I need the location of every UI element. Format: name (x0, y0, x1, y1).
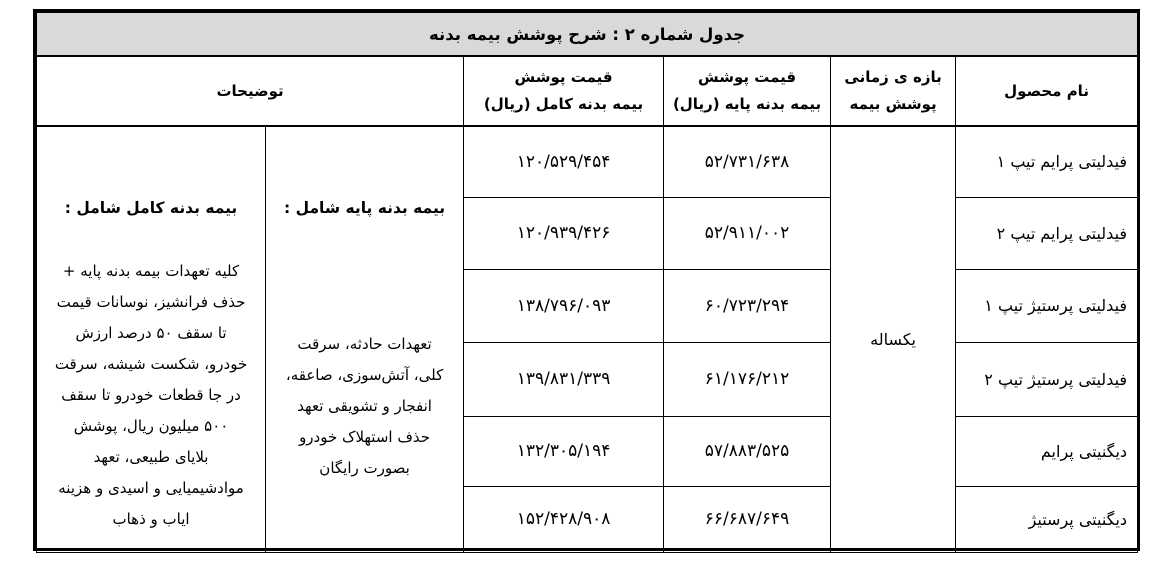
basic-coverage-line: حذف استهلاک خودرو (299, 428, 431, 446)
full-coverage-heading: بیمه بدنه کامل شامل : (64, 199, 238, 217)
row-full-price: ۱۲۰/۵۲۹/۴۵۴ (464, 126, 664, 197)
basic-coverage-body (274, 329, 455, 484)
header-period-line1: بازه ی زمانی (844, 68, 942, 86)
row-full-price: ۱۲۰/۹۳۹/۴۲۶ (464, 197, 664, 269)
header-notes: توضیحات (37, 56, 464, 126)
basic-coverage-line: کلی، آتش‌سوزی، صاعقه، (285, 366, 444, 384)
full-coverage-line: کلیه تعهدات بیمه بدنه پایه + (62, 262, 240, 280)
row-basic-price: ۶۶/۶۸۷/۶۴۹ (664, 486, 831, 552)
basic-coverage-line: تعهدات حادثه، سرقت (297, 335, 432, 353)
coverage-period: یکساله (831, 126, 956, 552)
header-full-line1: قیمت پوشش (514, 68, 613, 86)
full-coverage-line: بلایای طبیعی، تعهد (93, 448, 209, 466)
row-basic-price: ۵۲/۷۳۱/۶۳۸ (664, 126, 831, 197)
full-coverage-body (45, 256, 257, 535)
basic-coverage-line: انفجار و تشویقی تعهد (297, 397, 432, 415)
header-full-price (464, 56, 664, 126)
row-basic-price: ۵۷/۸۸۳/۵۲۵ (664, 416, 831, 486)
header-period (831, 56, 956, 126)
row-product: فیدلیتی پرستیژ تیپ ۱ (956, 269, 1138, 342)
header-period-line2: پوشش بیمه (849, 95, 937, 113)
header-basic-line2: بیمه بدنه پایه (ریال) (672, 95, 822, 113)
table-title: جدول شماره ۲ : شرح پوشش بیمه بدنه (37, 13, 1138, 57)
row-basic-price: ۶۰/۷۲۳/۲۹۴ (664, 269, 831, 342)
header-full-line2: بیمه بدنه کامل (ریال) (483, 95, 644, 113)
full-coverage-description (37, 126, 266, 552)
row-full-price: ۱۳۹/۸۳۱/۳۳۹ (464, 342, 664, 416)
row-full-price: ۱۳۲/۳۰۵/۱۹۴ (464, 416, 664, 486)
row-product: دیگنیتی پرستیژ (956, 486, 1138, 552)
header-basic-price (664, 56, 831, 126)
full-coverage-line: حذف فرانشیز، نوسانات قیمت (56, 293, 246, 311)
basic-coverage-description (266, 126, 464, 552)
basic-coverage-heading: بیمه بدنه پایه شامل : (284, 199, 446, 217)
row-full-price: ۱۳۸/۷۹۶/۰۹۳ (464, 269, 664, 342)
full-coverage-line: در جا قطعات خودرو تا سقف (61, 386, 241, 404)
full-coverage-line: تا سقف ۵۰ درصد ارزش (75, 324, 227, 342)
full-coverage-line: موادشیمیایی و اسیدی و هزینه (58, 479, 244, 497)
row-product: فیدلیتی پرایم تیپ ۱ (956, 126, 1138, 197)
row-product: فیدلیتی پرایم تیپ ۲ (956, 197, 1138, 269)
row-basic-price: ۶۱/۱۷۶/۲۱۲ (664, 342, 831, 416)
full-coverage-line: ۵۰۰ میلیون ریال، پوشش (73, 417, 229, 435)
row-product: دیگنیتی پرایم (956, 416, 1138, 486)
table-row (37, 126, 1138, 197)
basic-coverage-line: بصورت رایگان (319, 459, 410, 477)
row-full-price: ۱۵۲/۴۲۸/۹۰۸ (464, 486, 664, 552)
coverage-table (36, 12, 1138, 553)
full-coverage-line: خودرو، شکست شیشه، سرقت (54, 355, 248, 373)
row-product: فیدلیتی پرستیژ تیپ ۲ (956, 342, 1138, 416)
full-coverage-line: ایاب و ذهاب (112, 510, 190, 528)
row-basic-price: ۵۲/۹۱۱/۰۰۲ (664, 197, 831, 269)
header-basic-line1: قیمت پوشش (698, 68, 797, 86)
header-product: نام محصول (956, 56, 1138, 126)
